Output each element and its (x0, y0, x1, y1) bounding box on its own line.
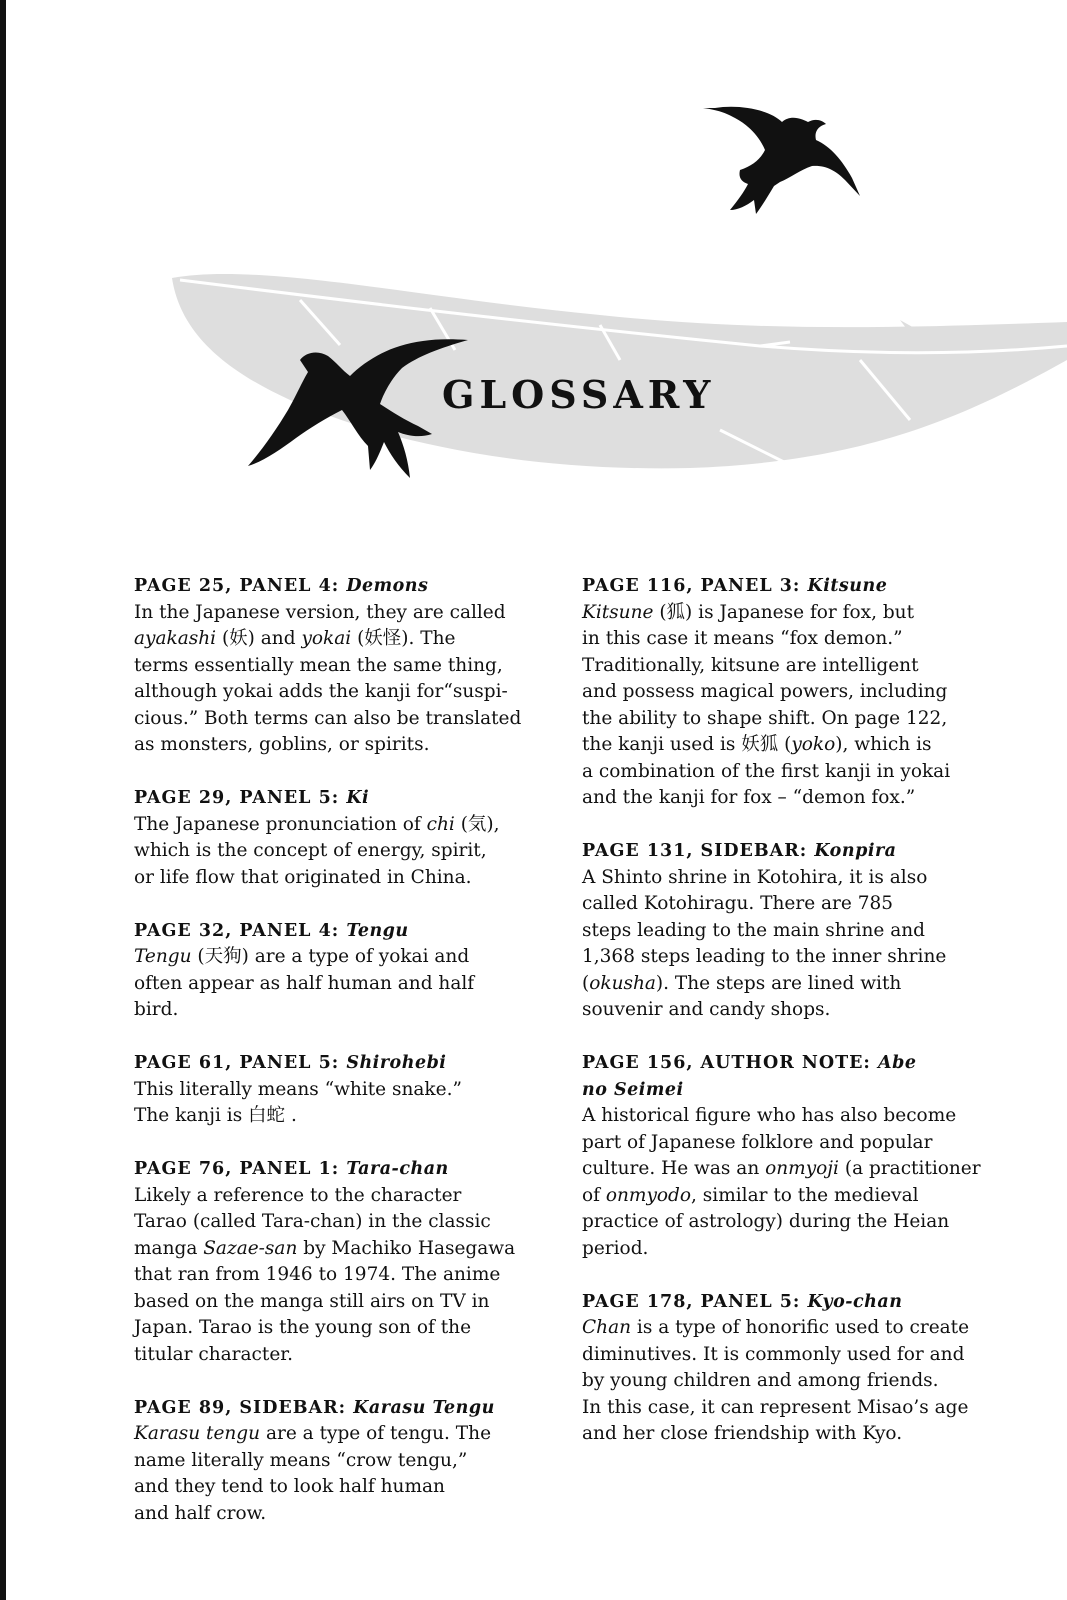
definition-line: titular character. (134, 1343, 293, 1365)
definition-line: and they tend to look half human (134, 1476, 445, 1497)
entry-heading (134, 1050, 554, 1077)
definition-line: and her close friendship with Kyo. (582, 1423, 903, 1444)
entry-definition (582, 600, 1002, 812)
definition-line: and half crow. (134, 1502, 267, 1524)
definition-line: a combination of the first kanji in yokai (582, 760, 951, 782)
definition-line: 1,368 steps leading to the inner shrine (582, 946, 947, 967)
entry-page-reference: PAGE 29, PANEL 5: (134, 788, 347, 808)
entry-heading (582, 1050, 922, 1103)
definition-line: that ran from 1946 to 1974. The anime (134, 1264, 501, 1285)
entry-page-reference: PAGE 178, PANEL 5: (582, 1291, 808, 1312)
entry-term: Konpira (814, 841, 897, 861)
definition-line: name literally means “crow tengu,” (134, 1449, 468, 1471)
entry-page-reference: PAGE 76, PANEL 1: (134, 1159, 347, 1179)
entry-term: Ki (346, 788, 370, 808)
page-title: GLOSSARY (442, 372, 716, 417)
definition-line: Traditionally, kitsune are intelligent (582, 654, 919, 676)
definition-line: souvenir and candy shops. (582, 999, 831, 1020)
entry-definition (582, 1103, 1002, 1262)
entry-term: Shirohebi (346, 1053, 447, 1073)
entry-heading (582, 573, 1002, 600)
entry-page-reference: PAGE 61, PANEL 5: (134, 1053, 347, 1073)
definition-line: called Kotohiragu. There are 785 (582, 893, 894, 914)
definition-line: period. (582, 1237, 649, 1259)
definition-line: by young children and among friends. (582, 1370, 939, 1391)
entry-term: Abe no Seimei (582, 1053, 917, 1100)
glossary-entry (134, 1050, 554, 1130)
definition-line: In the Japanese version, they are called (134, 601, 506, 623)
entry-heading (134, 1156, 554, 1183)
definition-line: A historical figure who has also become (582, 1105, 957, 1126)
entry-heading (134, 1395, 554, 1422)
entry-page-reference: PAGE 156, AUTHOR NOTE: (582, 1053, 878, 1073)
definition-line: practice of astrology) during the Heian (582, 1211, 950, 1232)
glossary-entry (582, 1050, 1002, 1262)
definition-line: In this case, it can represent Misao’s age (582, 1396, 969, 1418)
definition-line: the ability to shape shift. On page 122, (582, 707, 948, 729)
definition-line: bird. (134, 999, 179, 1020)
definition-line: in this case it means “fox demon.” (582, 628, 903, 649)
definition-line: Chan is a type of honorific used to create (582, 1317, 970, 1338)
glossary-entry (134, 1156, 554, 1368)
definition-line: although yokai adds the kanji for“suspi- (134, 681, 508, 702)
entry-term: Tengu (346, 920, 409, 941)
definition-line: part of Japanese folklore and popular (582, 1131, 933, 1153)
definition-line: or life flow that originated in China. (134, 866, 472, 888)
definition-line: manga Sazae-san by Machiko Hasegawa (134, 1237, 516, 1259)
definition-line: Kitsune (狐) is Japanese for fox, but (582, 601, 915, 623)
glossary-column-left (134, 573, 554, 1554)
definition-line: which is the concept of energy, spirit, (134, 840, 487, 861)
entry-page-reference: PAGE 131, SIDEBAR: (582, 841, 815, 861)
entry-term: Kitsune (807, 576, 888, 596)
glossary-entry (134, 1395, 554, 1528)
definition-line: Tarao (called Tara-chan) in the classic (134, 1211, 491, 1232)
entry-heading (582, 1289, 1002, 1316)
glossary-entry (582, 838, 1002, 1024)
entry-term: Demons (346, 576, 429, 596)
definition-line: and possess magical powers, including (582, 681, 948, 702)
entry-term: Tara-chan (346, 1159, 449, 1179)
glossary-entry (134, 573, 554, 759)
definition-line: steps leading to the main shrine and (582, 919, 925, 941)
entry-heading (134, 785, 554, 812)
definition-line: based on the manga still airs on TV in (134, 1290, 490, 1312)
entry-definition (134, 1077, 554, 1130)
definition-line: of onmyodo, similar to the medieval (582, 1184, 919, 1206)
definition-line: Japan. Tarao is the young son of the (134, 1317, 472, 1338)
definition-line: A Shinto shrine in Kotohira, it is also (582, 866, 928, 888)
entry-heading (582, 838, 1002, 865)
definition-line: This literally means “white snake.” (134, 1078, 462, 1100)
entry-heading (134, 573, 554, 600)
entry-definition (582, 865, 1002, 1024)
definition-line: the kanji used is 妖狐 (yoko), which is (582, 734, 932, 755)
definition-line: Karasu tengu are a type of tengu. The (134, 1423, 492, 1444)
entry-definition (134, 1183, 554, 1369)
definition-line: Likely a reference to the character (134, 1184, 462, 1206)
definition-line: and the kanji for fox – “demon fox.” (582, 787, 916, 808)
entry-term: Kyo-chan (807, 1291, 903, 1312)
definition-line: diminutives. It is commonly used for and (582, 1343, 965, 1365)
entry-page-reference: PAGE 32, PANEL 4: (134, 920, 347, 941)
glossary-entry (582, 573, 1002, 812)
entry-term: Karasu Tengu (353, 1397, 495, 1418)
glossary-entry (134, 785, 554, 891)
entry-page-reference: PAGE 116, PANEL 3: (582, 576, 808, 596)
definition-line: culture. He was an onmyoji (a practitioner (582, 1158, 981, 1179)
glossary-column-right (582, 573, 1002, 1474)
definition-line: (okusha). The steps are lined with (582, 972, 902, 994)
entry-definition (134, 944, 554, 1024)
definition-line: The kanji is 白蛇 . (134, 1105, 297, 1126)
entry-definition (134, 812, 554, 892)
entry-page-reference: PAGE 89, SIDEBAR: (134, 1397, 354, 1418)
entry-definition (134, 600, 554, 759)
definition-line: ayakashi (妖) and yokai (妖怪). The (134, 628, 456, 649)
entry-heading (134, 918, 554, 945)
header-artwork (0, 0, 1067, 520)
definition-line: terms essentially mean the same thing, (134, 654, 503, 676)
glossary-entry (134, 918, 554, 1024)
entry-definition (134, 1421, 554, 1527)
bird-silhouette-icon (703, 107, 860, 214)
glossary-entry (582, 1289, 1002, 1448)
definition-line: cious.” Both terms can also be translated (134, 707, 522, 729)
entry-page-reference: PAGE 25, PANEL 4: (134, 576, 347, 596)
definition-line: Tengu (天狗) are a type of yokai and (134, 946, 470, 967)
definition-line: The Japanese pronunciation of chi (気), (134, 813, 500, 835)
definition-line: often appear as half human and half (134, 972, 475, 994)
definition-line: as monsters, goblins, or spirits. (134, 734, 430, 755)
entry-definition (582, 1315, 1002, 1448)
